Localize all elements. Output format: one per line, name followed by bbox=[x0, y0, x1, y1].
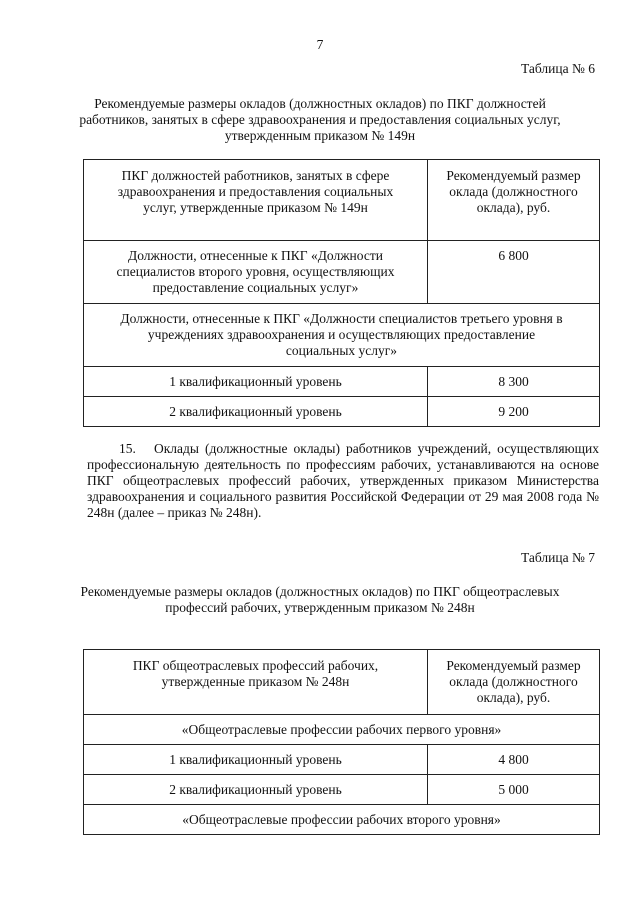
table-7-row1-name: 1 квалификационный уровень bbox=[84, 745, 428, 775]
table-7-group-row-2 bbox=[84, 805, 600, 835]
table-6-row3-name: 2 квалификационный уровень bbox=[84, 397, 428, 427]
table-7-title: Рекомендуемые размеры окладов (должностных окладов) по ПКГ общеотраслевых профессий рабочих, утвержденным приказом № 248н bbox=[80, 584, 560, 615]
table-6-header-col1: ПКГ должностей работников, занятых в сфере здравоохранения и предоставления социальных услуг, утвержденные приказом № 149н bbox=[84, 160, 428, 241]
paragraph-15-text: Оклады (должностные оклады) работников учреждений, осуществляющих профессиональную деятельность по профессиям рабочих, устанавливаются на основе ПКГ общеотраслевых профессий рабочих, утвержденных приказом Министерства здравоохранения и социального развития Российской Федерации от 29 мая 2008 года № 248н (далее – приказ № 248н). bbox=[87, 441, 599, 520]
paragraph-15-number: 15. bbox=[119, 441, 136, 456]
table-7-header-row bbox=[84, 650, 600, 715]
table-6-title: Рекомендуемые размеры окладов (должностных окладов) по ПКГ должностей работников, занятых в сфере здравоохранения и предоставления социальных услуг, утвержденным приказом № 149н bbox=[79, 96, 561, 143]
table-6-row1-name: Должности, отнесенные к ПКГ «Должности специалистов второго уровня, осуществляющих предоставление социальных услуг» bbox=[84, 241, 428, 304]
table-7-row1-value: 4 800 bbox=[428, 745, 600, 775]
table-row bbox=[84, 241, 600, 304]
table-7-header-col1: ПКГ общеотраслевых профессий рабочих, утвержденные приказом № 248н bbox=[84, 650, 428, 715]
table-6-header-col2: Рекомендуемый размер оклада (должностного оклада), руб. bbox=[428, 160, 600, 241]
table-6-group-row bbox=[84, 304, 600, 367]
table-row bbox=[84, 367, 600, 397]
table-6-header-row bbox=[84, 160, 600, 241]
table-6-row3-value: 9 200 bbox=[428, 397, 600, 427]
table-7 bbox=[83, 649, 600, 835]
table-6 bbox=[83, 159, 600, 427]
table-row bbox=[84, 745, 600, 775]
table-6-row1-value: 6 800 bbox=[428, 241, 600, 304]
table-7-label: Таблица № 7 bbox=[521, 550, 595, 565]
table-6-label: Таблица № 6 bbox=[521, 61, 595, 76]
table-7-header-col2: Рекомендуемый размер оклада (должностного оклада), руб. bbox=[428, 650, 600, 715]
table-row bbox=[84, 397, 600, 427]
table-7-group-1: «Общеотраслевые профессии рабочих первого уровня» bbox=[84, 715, 600, 745]
table-7-row2-name: 2 квалификационный уровень bbox=[84, 775, 428, 805]
paragraph-15 bbox=[87, 441, 599, 521]
table-6-row2-value: 8 300 bbox=[428, 367, 600, 397]
page-number: 7 bbox=[316, 37, 324, 52]
table-7-group-row-1 bbox=[84, 715, 600, 745]
table-6-group-cell: Должности, отнесенные к ПКГ «Должности специалистов третьего уровня в учреждениях здравоохранения и осуществляющих предоставление социальных услуг» bbox=[84, 304, 600, 367]
table-7-group-2: «Общеотраслевые профессии рабочих второго уровня» bbox=[84, 805, 600, 835]
table-row bbox=[84, 775, 600, 805]
table-6-row2-name: 1 квалификационный уровень bbox=[84, 367, 428, 397]
table-7-row2-value: 5 000 bbox=[428, 775, 600, 805]
